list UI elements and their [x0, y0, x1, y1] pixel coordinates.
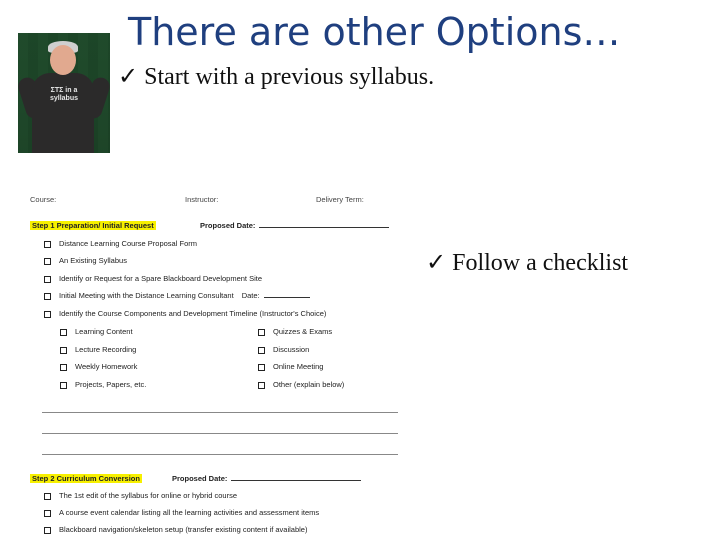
- checkmark-icon: ✓: [426, 250, 447, 276]
- item-label: A course event calendar listing all the learning activities and assessment items: [59, 508, 320, 517]
- checkmark-icon: ✓: [118, 64, 139, 90]
- checkbox[interactable]: [258, 382, 265, 389]
- checkbox[interactable]: [60, 347, 67, 354]
- notes-line: [42, 412, 398, 413]
- step2-item: [44, 491, 237, 500]
- checkbox[interactable]: [44, 527, 51, 534]
- course-label: Course:: [30, 195, 57, 204]
- component-right: [258, 380, 344, 389]
- component-left: [60, 327, 133, 336]
- bullet-previous-syllabus: [118, 62, 434, 91]
- proposed-date-label: Proposed Date:: [172, 474, 228, 483]
- checkbox[interactable]: [44, 258, 51, 265]
- notes-line: [42, 454, 398, 455]
- component-label: Lecture Recording: [75, 345, 137, 354]
- instructor-label: Instructor:: [185, 195, 219, 204]
- component-left: [60, 380, 146, 389]
- checkbox[interactable]: [44, 241, 51, 248]
- shirt-print: ΣΤΣ in a syllabus: [49, 87, 78, 102]
- component-label: Other (explain below): [273, 380, 345, 389]
- bullet-text: Start with a previous syllabus.: [144, 64, 435, 90]
- step2-proposed-date: [172, 474, 361, 483]
- component-label: Learning Content: [75, 327, 133, 336]
- step1-title: Step 1 Preparation/ Initial Request: [32, 221, 154, 230]
- item-label: Blackboard navigation/skeleton setup (transfer existing content if available): [59, 525, 308, 534]
- checkbox[interactable]: [44, 293, 51, 300]
- checkbox[interactable]: [44, 510, 51, 517]
- slide-title: There are other Options…: [128, 10, 621, 54]
- torso: [32, 73, 94, 153]
- step1-item: [44, 256, 127, 265]
- component-label: Projects, Papers, etc.: [75, 380, 147, 389]
- step2-item: [44, 508, 319, 517]
- checklist-document: [28, 190, 408, 540]
- delivery-term-label: Delivery Term:: [316, 195, 364, 204]
- component-label: Online Meeting: [273, 362, 324, 371]
- item-label: The 1st edit of the syllabus for online or hybrid course: [59, 491, 238, 500]
- step2-heading: [30, 474, 142, 483]
- item-label: Identify the Course Components and Development Timeline (Instructor's Choice): [59, 309, 327, 318]
- date-fill-line: [264, 297, 310, 298]
- item-label: Identify or Request for a Spare Blackboard Development Site: [59, 274, 263, 283]
- item-label: Initial Meeting with the Distance Learning Consultant: [59, 291, 234, 300]
- step1-item: [44, 309, 326, 318]
- step1-item: [44, 291, 310, 300]
- item-label: An Existing Syllabus: [59, 256, 127, 265]
- checkbox[interactable]: [258, 329, 265, 336]
- component-right: [258, 362, 323, 371]
- step1-item: [44, 239, 197, 248]
- checkbox[interactable]: [44, 311, 51, 318]
- checkbox[interactable]: [60, 364, 67, 371]
- checkbox[interactable]: [60, 382, 67, 389]
- checkbox[interactable]: [258, 364, 265, 371]
- checkbox[interactable]: [258, 347, 265, 354]
- instructor-photo: [18, 33, 110, 153]
- component-label: Discussion: [273, 345, 310, 354]
- checkbox[interactable]: [60, 329, 67, 336]
- component-right: [258, 327, 332, 336]
- item-label: Distance Learning Course Proposal Form: [59, 239, 197, 248]
- component-left: [60, 345, 136, 354]
- date-fill-line: [231, 480, 361, 481]
- component-label: Quizzes & Exams: [273, 327, 333, 336]
- step1-item: [44, 274, 262, 283]
- notes-line: [42, 433, 398, 434]
- component-right: [258, 345, 309, 354]
- bullet-text: Follow a checklist: [452, 250, 629, 276]
- step2-item: [44, 525, 307, 534]
- head: [50, 45, 76, 75]
- checkbox[interactable]: [44, 276, 51, 283]
- component-label: Weekly Homework: [75, 362, 138, 371]
- proposed-date-label: Proposed Date:: [200, 221, 256, 230]
- step2-title: Step 2 Curriculum Conversion: [32, 474, 140, 483]
- component-left: [60, 362, 137, 371]
- step1-heading: [30, 221, 156, 230]
- step1-proposed-date: [200, 221, 389, 230]
- checkbox[interactable]: [44, 493, 51, 500]
- date-fill-line: [259, 227, 389, 228]
- date-label: Date:: [241, 291, 260, 300]
- bullet-follow-checklist: [426, 248, 628, 277]
